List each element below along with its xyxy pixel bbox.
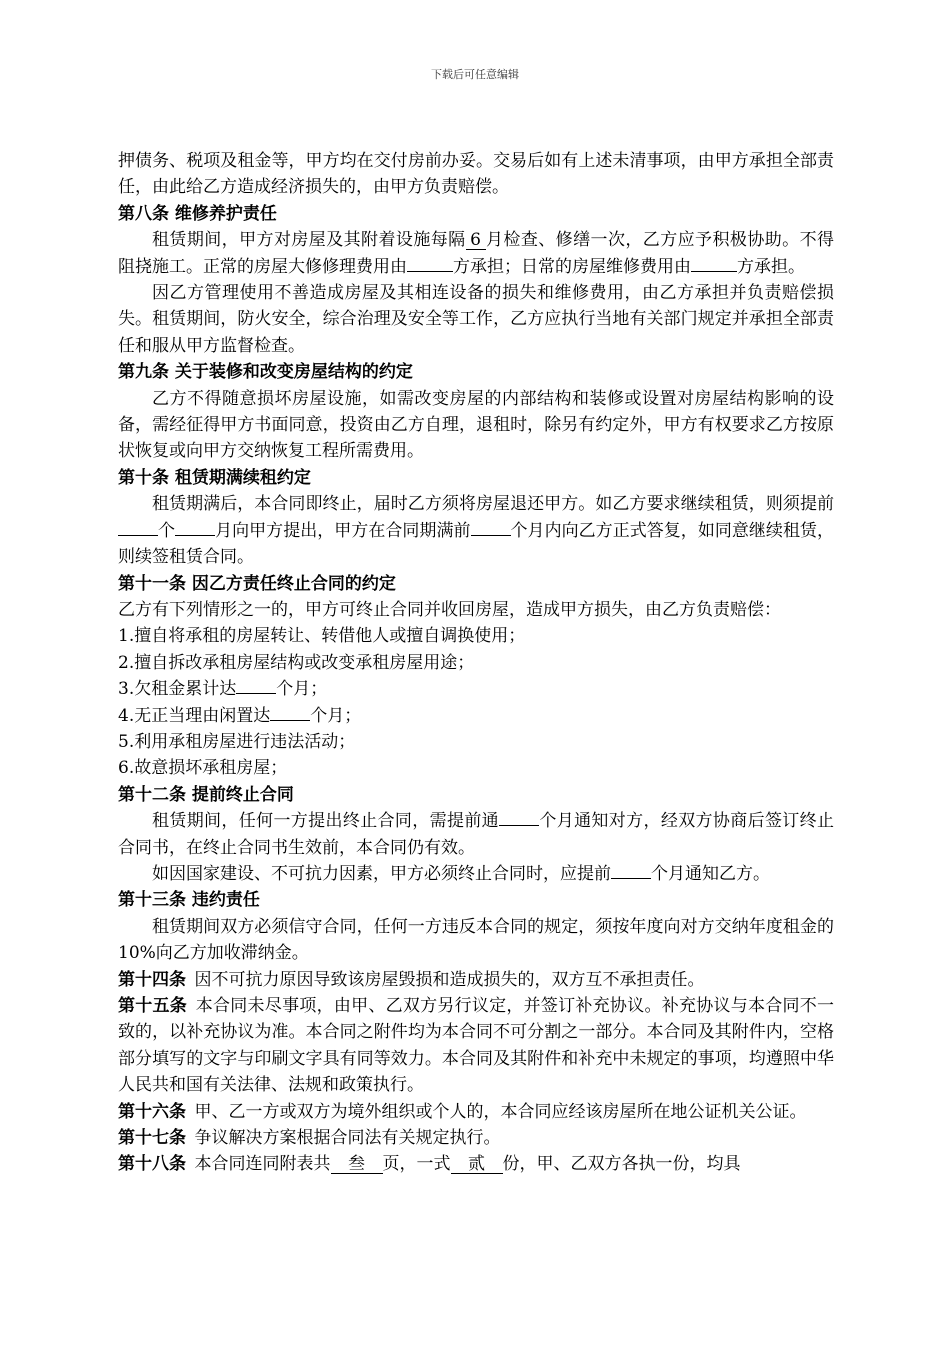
- article-15-label: 第十五条: [118, 996, 188, 1016]
- copy-count-blank[interactable]: 贰: [451, 1155, 503, 1174]
- renewal-notice-blank-1[interactable]: [118, 535, 158, 536]
- article-13-title: 第十三条 违约责任: [118, 890, 260, 911]
- article-11-title: 第十一条 因乙方责任终止合同的约定: [118, 573, 396, 594]
- renewal-notice-blank-2[interactable]: [175, 535, 215, 536]
- article-13-paragraph-1: 租赁期间双方必须信守合同，任何一方违反本合同的规定，须按年度向对方交纳年度租金的10%向乙方加收滞纳金。: [118, 916, 834, 964]
- idle-months-blank[interactable]: [270, 720, 310, 721]
- major-repair-party-blank[interactable]: [407, 271, 453, 272]
- daily-repair-party-blank[interactable]: [691, 271, 737, 272]
- article-16: 第十六条 甲、乙一方或双方为境外组织或个人的，本合同应经该房屋所在地公证机关公证。: [118, 1101, 807, 1122]
- article-17-label: 第十七条: [118, 1128, 186, 1149]
- article-12-title: 第十二条 提前终止合同: [118, 784, 294, 805]
- termination-notice-blank[interactable]: [499, 825, 539, 826]
- article-11-item-5: 5.利用承租房屋进行违法活动；: [118, 731, 356, 752]
- article-9-paragraph-1: 乙方不得随意损坏房屋设施，如需改变房屋的内部结构和装修或设置对房屋结构影响的设备，需经征得甲方书面同意，投资由乙方自理，退租时，除另有约定外，甲方有权要求乙方按原状恢复或向甲方交纳恢复工程所需费用。: [118, 388, 834, 462]
- article-8-paragraph-2: 因乙方管理使用不善造成房屋及其相连设备的损失和维修费用，由乙方承担并负责赔偿损失。租赁期间，防火安全，综合治理及安全等工作，乙方应执行当地有关部门规定并承担全部责任和服从甲方监督检查。: [118, 283, 834, 356]
- article-14-label: 第十四条: [118, 969, 186, 990]
- rent-arrears-months-blank[interactable]: [236, 693, 276, 694]
- article-8-paragraph-1: 租赁期间，甲方对房屋及其附着设施每隔 6 月检查、修缮一次，乙方应予积极协助。不得阻挠施工。正常的房屋大修修理费用由 方承担；日常的房屋维修费用由 方承担。: [118, 230, 834, 277]
- article-8-title: 第八条 维修养护责任: [118, 203, 277, 224]
- article-18-label: 第十八条: [118, 1154, 186, 1175]
- force-majeure-notice-blank[interactable]: [611, 878, 651, 879]
- contract-body: [118, 148, 834, 1178]
- inspection-interval-blank[interactable]: 6: [466, 231, 486, 250]
- article-11-item-4: 4.无正当理由闲置达 个月；: [118, 705, 362, 726]
- article-12-paragraph-1: 租赁期间，任何一方提出终止合同，需提前通 个月通知对方，经双方协商后签订终止合同书，在终止合同书生效前，本合同仍有效。: [118, 811, 835, 858]
- article-12-paragraph-2: 如因国家建设、不可抗力因素，甲方必须终止合同时，应提前 个月通知乙方。: [152, 863, 770, 884]
- article-11-item-2: 2.擅自拆改承租房屋结构或改变承租房屋用途；: [118, 652, 475, 673]
- intro-paragraph: 押债务、税项及租金等，甲方均在交付房前办妥。交易后如有上述未清事项，由甲方承担全部责任，由此给乙方造成经济损失的，由甲方负责赔偿。: [118, 151, 834, 198]
- article-11-item-6: 6.故意损坏承租房屋；: [118, 758, 288, 779]
- article-11-item-3: 3.欠租金累计达 个月；: [118, 679, 328, 700]
- page-count-blank[interactable]: 叁: [331, 1155, 383, 1174]
- article-11-item-1: 1.擅自将承租的房屋转让、转借他人或擅自调换使用；: [118, 626, 526, 647]
- article-10-title: 第十条 租赁期满续租约定: [118, 467, 311, 488]
- article-16-label: 第十六条: [118, 1101, 186, 1122]
- article-10-paragraph-1: 租赁期满后，本合同即终止，届时乙方须将房屋退还甲方。如乙方要求继续租赁，则须提前个 月向甲方提出，甲方在合同期满前 个月内向乙方正式答复，如同意继续租赁，则续签租赁合同。: [118, 494, 835, 568]
- article-17: 第十七条 争议解决方案根据合同法有关规定执行。: [118, 1128, 501, 1149]
- reply-period-blank[interactable]: [471, 535, 511, 536]
- article-15: 第十五条 本合同未尽事项，由甲、乙双方另行议定，并签订补充协议。补充协议与本合同不一致的，以补充协议为准。本合同之附件均为本合同不可分割之一部分。本合同及其附件内，空格部分填写的文字与印刷文字具有同等效力。本合同及其附件和补充中未规定的事项，均遵照中华人民共和国有关法律、法规和政策执行。: [118, 996, 835, 1096]
- article-18: 第十八条 本合同连同附表共 叁 页，一式 贰 份，甲、乙双方各执一份，均具: [118, 1154, 741, 1175]
- article-9-title: 第九条 关于装修和改变房屋结构的约定: [118, 362, 413, 383]
- article-11-intro: 乙方有下列情形之一的，甲方可终止合同并收回房屋，造成甲方损失，由乙方负责赔偿：: [118, 599, 781, 620]
- article-14: 第十四条 因不可抗力原因导致该房屋毁损和造成损失的，双方互不承担责任。: [118, 969, 705, 990]
- page-header: 下载后可任意编辑: [431, 68, 519, 81]
